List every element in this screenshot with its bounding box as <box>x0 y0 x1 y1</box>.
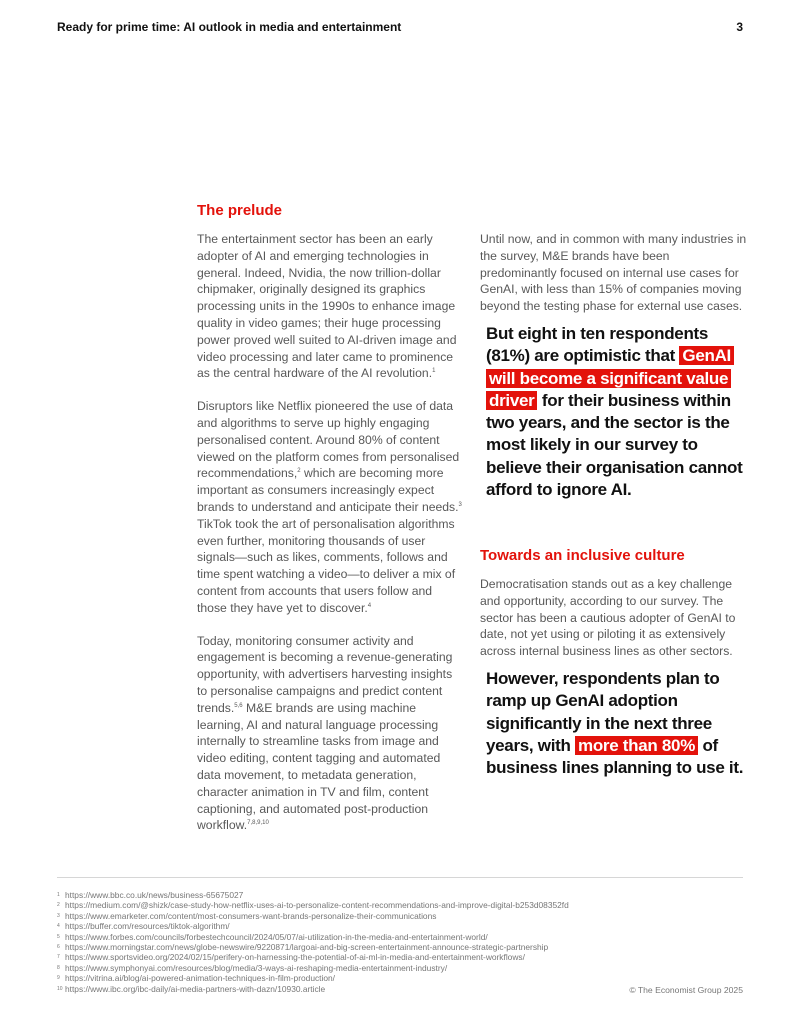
prelude-paragraph-3 <box>197 633 462 835</box>
footnote-item <box>57 963 657 973</box>
footnote-ref: 5,6 <box>234 702 243 709</box>
footnote-item <box>57 973 657 983</box>
footnote-number: 10 <box>57 985 63 992</box>
footnote-item <box>57 952 657 962</box>
footnote-item <box>57 890 657 900</box>
copyright-notice: © The Economist Group 2025 <box>629 985 743 995</box>
document-title: Ready for prime time: AI outlook in media and entertainment <box>57 20 402 34</box>
prelude-p3b-text: M&E brands are using machine learning, AI and natural language processing internally to streamline tasks from image and video editing, content tagging and automated data movement, to metadata generation, character animation in TV and film, content captioning, and automated post-production workflow. <box>197 700 441 833</box>
pull-quote-2-text-b: of business lines planning to use it. <box>486 735 744 778</box>
inclusive-culture-heading: Towards an inclusive culture <box>480 547 685 564</box>
prelude-p3a-text: Today, monitoring consumer activity and engagement is becoming a revenue-generating opportunity, with advertisers harvesting insights to personalise campaigns and predict content trends. <box>197 633 453 715</box>
prelude-heading: The prelude <box>197 202 283 219</box>
prelude-p2c-text: TikTok took the art of personalisation algorithms even further, monitoring thousands of user signals—such as likes, comments, follows and time spent watching a video—to deliver a mix of content from accounts that users follow and those they have yet to discover. <box>197 516 456 615</box>
footnote-ref: 1 <box>432 368 436 375</box>
pull-quote-1-text-a: But eight in ten respondents (81%) are optimistic that <box>486 324 709 366</box>
footnote-ref: 3 <box>458 501 462 508</box>
prelude-p2b-text: which are becoming more important as consumers increasingly expect brands to understand and anticipate their needs. <box>197 466 459 514</box>
footnote-link[interactable]: https://buffer.com/resources/tiktok-algorithm/ <box>65 921 230 932</box>
footnote-ref: 7,8,9,10 <box>247 820 269 827</box>
footnote-item <box>57 900 657 910</box>
footnote-number: 7 <box>57 954 60 961</box>
footnote-item <box>57 932 657 942</box>
footnote-ref: 2 <box>297 468 301 475</box>
pull-quote-2 <box>486 668 748 779</box>
footnote-link[interactable]: https://www.bbc.co.uk/news/business-65675027 <box>65 890 244 900</box>
footnote-number: 1 <box>57 892 60 898</box>
right-paragraph-1: Until now, and in common with many industries in the survey, M&E brands have been predominantly focused on internal use cases for GenAI, with less than 15% of companies moving beyond the testing phase for external use cases. <box>480 232 747 314</box>
pull-quote-1-text-b: for their business within two years, and the sector is the most likely in our survey to believe their organisation cannot afford to ignore AI. <box>486 390 743 500</box>
inclusive-culture-section <box>480 546 748 660</box>
footnote-item <box>57 911 657 921</box>
inclusive-culture-paragraph: Democratisation stands out as a key challenge and opportunity, according to our survey. The sector has been a cautious adopter of GenAI to date, not yet using or piloting it as extensively across internal business lines as other sectors. <box>480 577 736 659</box>
pull-quote-1-highlight: GenAI will become a significant value driver <box>486 346 734 410</box>
footnotes-list <box>57 890 657 994</box>
prelude-paragraph-2 <box>197 398 462 616</box>
prelude-p2a-text: Disruptors like Netflix pioneered the use of data and algorithms to serve up highly engaging personalised content. Around 80% of content viewed on the platform comes from personalised recommendations, <box>197 399 460 481</box>
page-number: 3 <box>736 20 743 34</box>
prelude-paragraph-1 <box>197 231 462 382</box>
right-column-intro <box>480 231 748 315</box>
footnote-link[interactable]: https://medium.com/@shizk/case-study-how-netflix-uses-ai-to-personalize-content-recommendations-and-improve-digital-b253d08352fd <box>65 900 569 911</box>
footnote-link[interactable]: https://www.emarketer.com/content/most-consumers-want-brands-personalize-their-communications <box>65 910 437 921</box>
footnote-ref: 4 <box>367 602 372 609</box>
pull-quote-1 <box>486 323 748 501</box>
pull-quote-2-text-a: However, respondents plan to ramp up GenAI adoption significantly in the next three years, with <box>486 669 720 755</box>
footnote-link[interactable]: https://vitrina.ai/blog/ai-powered-animation-techniques-in-film-production/ <box>65 973 335 984</box>
footer-divider <box>57 877 743 878</box>
footnote-number: 2 <box>57 902 60 909</box>
footnote-number: 4 <box>57 923 60 930</box>
prelude-p1-text: The entertainment sector has been an early adopter of AI and emerging technologies in general. Indeed, Nvidia, the now trillion-dollar chipmaker, originally designed its graphics processing units in the 1990s to enhance image quality in video games; their huge processing power proved well suited to AI-driven image and video processing and later came to prominence as the central hardware of the AI revolution. <box>197 232 457 381</box>
footnote-number: 6 <box>57 944 60 951</box>
footnote-number: 3 <box>57 912 60 919</box>
footnote-link[interactable]: https://www.symphonyai.com/resources/blog/media/3-ways-ai-reshaping-media-entertainment-industry/ <box>65 962 448 973</box>
footnote-link[interactable]: https://www.forbes.com/councils/forbestechcouncil/2024/05/07/ai-utilization-in-the-media-and-entertainment-world/ <box>65 931 488 942</box>
footnote-number: 8 <box>57 964 60 971</box>
prelude-column <box>197 201 462 850</box>
footnote-item <box>57 984 657 994</box>
footnote-item <box>57 942 657 952</box>
footnote-link[interactable]: https://www.ibc.org/ibc-daily/ai-media-partners-with-dazn/10930.article <box>65 983 326 994</box>
footnote-link[interactable]: https://www.sportsvideo.org/2024/02/15/perifery-on-harnessing-the-potential-of-ai-ml-in-media-and-entertainment-workflows/ <box>65 952 525 963</box>
pull-quote-2-highlight: more than 80% <box>575 736 698 755</box>
page-header <box>57 20 743 40</box>
footnote-number: 5 <box>57 933 60 940</box>
footnote-number: 9 <box>57 975 60 982</box>
footnote-link[interactable]: https://www.morningstar.com/news/globe-newswire/9220871/largoai-and-big-screen-entertainment-announce-strategic-partnership <box>65 942 549 953</box>
footnote-item <box>57 921 657 931</box>
